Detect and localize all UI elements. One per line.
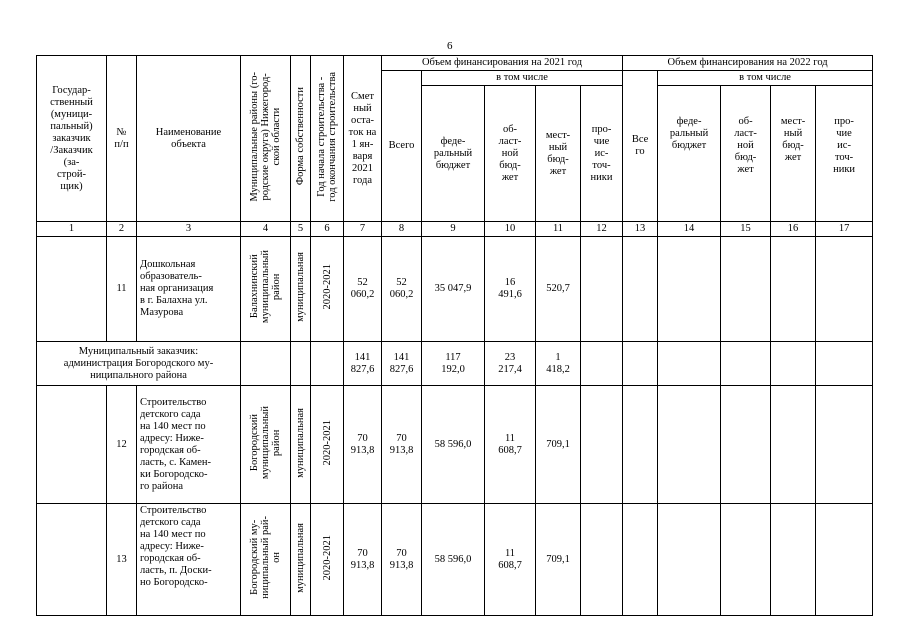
cell-federal-2022 (658, 237, 721, 342)
cell-regional-2022 (721, 386, 771, 504)
cell-other (581, 342, 623, 386)
col-num: 4 (241, 222, 291, 237)
cell-estimate: 70 913,8 (344, 504, 382, 616)
col-num: 15 (721, 222, 771, 237)
cell-local-2022 (771, 386, 816, 504)
header-ownership: Форма собственности (295, 87, 306, 186)
header-including-2022: в том числе (658, 71, 873, 86)
cell-ownership (291, 504, 311, 616)
header-local-2021: мест- ный бюд- жет (536, 86, 581, 222)
header-fin-2022: Объем финансирования на 2022 год (623, 56, 873, 71)
cell-total: 141 827,6 (382, 342, 422, 386)
ownership-text: муниципальная (295, 522, 306, 593)
header-customer: Государ- ственный (муници- пальный) заказчик /Заказчик (за- строй- щик) (37, 56, 107, 222)
ownership-text: муниципальная (295, 252, 306, 322)
cell-district (241, 386, 291, 504)
district-text: Балахнинский муниципальный район (249, 250, 282, 324)
cell-other-2022 (816, 386, 873, 504)
cell-estimate: 52 060,2 (344, 237, 382, 342)
header-regional-2021: об- ласт- ной бюд- жет (485, 86, 536, 222)
col-num: 6 (311, 222, 344, 237)
cell-other (581, 386, 623, 504)
col-num: 1 (37, 222, 107, 237)
cell-ownership (291, 237, 311, 342)
col-num: 12 (581, 222, 623, 237)
cell-years (311, 504, 344, 616)
cell-regional: 11 608,7 (485, 504, 536, 616)
col-num: 17 (816, 222, 873, 237)
cell-estimate: 141 827,6 (344, 342, 382, 386)
col-num: 10 (485, 222, 536, 237)
col-num: 8 (382, 222, 422, 237)
cell-local-2022 (771, 342, 816, 386)
cell-district (241, 504, 291, 616)
header-years: Год начала строительства - год окончания строительства (316, 71, 338, 202)
cell-regional: 23 217,4 (485, 342, 536, 386)
cell-federal-2022 (658, 386, 721, 504)
cell-federal: 117 192,0 (422, 342, 485, 386)
cell-other (581, 504, 623, 616)
col-num: 7 (344, 222, 382, 237)
cell-ownership (291, 386, 311, 504)
cell-total-2022 (623, 386, 658, 504)
header-other-2022: про- чие ис- точ- ники (816, 86, 873, 222)
header-number: № п/п (107, 56, 137, 222)
header-ownership-cell (291, 56, 311, 222)
header-total-2022: Все го (623, 71, 658, 222)
cell-other-2022 (816, 342, 873, 386)
col-num: 5 (291, 222, 311, 237)
cell-local-2022 (771, 237, 816, 342)
cell-local-2022 (771, 504, 816, 616)
cell-other-2022 (816, 237, 873, 342)
cell-num: 13 (107, 504, 137, 616)
cell-federal-2022 (658, 504, 721, 616)
header-federal-2021: феде- ральный бюджет (422, 86, 485, 222)
col-num: 2 (107, 222, 137, 237)
header-total-2021: Всего (382, 71, 422, 222)
ownership-text: муниципальная (295, 407, 306, 478)
table-row (37, 237, 873, 342)
district-text: Богородский му- ниципальный рай- он (249, 516, 282, 599)
cell-estimate: 70 913,8 (344, 386, 382, 504)
header-years-cell (311, 56, 344, 222)
cell-years (311, 386, 344, 504)
cell-federal: 58 596,0 (422, 504, 485, 616)
page-number: 6 (447, 40, 453, 52)
column-numbers-row (37, 222, 873, 237)
years-text: 2020-2021 (321, 534, 333, 581)
col-num: 13 (623, 222, 658, 237)
header-including-2021: в том числе (422, 71, 623, 86)
col-num: 11 (536, 222, 581, 237)
cell-total-2022 (623, 342, 658, 386)
cell-num: 11 (107, 237, 137, 342)
cell-federal: 35 047,9 (422, 237, 485, 342)
cell-local: 520,7 (536, 237, 581, 342)
cell-local: 1 418,2 (536, 342, 581, 386)
header-local-2022: мест- ный бюд- жет (771, 86, 816, 222)
cell-total: 70 913,8 (382, 386, 422, 504)
col-num: 3 (137, 222, 241, 237)
cell-num: 12 (107, 386, 137, 504)
cell-regional-2022 (721, 342, 771, 386)
cell-total-2022 (623, 237, 658, 342)
cell-other-2022 (816, 504, 873, 616)
financing-table (36, 55, 873, 616)
cell-other (581, 237, 623, 342)
cell-years (311, 342, 344, 386)
customer-row (37, 342, 873, 386)
cell-regional-2022 (721, 237, 771, 342)
col-num: 9 (422, 222, 485, 237)
cell-local: 709,1 (536, 504, 581, 616)
cell-years (311, 237, 344, 342)
header-districts-cell (241, 56, 291, 222)
header-other-2021: про- чие ис- точ- ники (581, 86, 623, 222)
cell-district (241, 237, 291, 342)
cell-ownership (291, 342, 311, 386)
col-num: 14 (658, 222, 721, 237)
cell-name: Строительство детского сада на 140 мест по адресу: Ниже- городская об- ласть, с. Камен- ки Богородско- го района (137, 386, 241, 504)
customer-label: Муниципальный заказчик: администрация Богородского му- ниципального района (37, 342, 241, 386)
header-federal-2022: феде- ральный бюджет (658, 86, 721, 222)
cell-regional-2022 (721, 504, 771, 616)
header-fin-2021: Объем финансирования на 2021 год (382, 56, 623, 71)
cell-local: 709,1 (536, 386, 581, 504)
cell-total: 52 060,2 (382, 237, 422, 342)
header-object-name: Наименование объекта (137, 56, 241, 222)
years-text: 2020-2021 (321, 419, 333, 466)
col-num: 16 (771, 222, 816, 237)
header-estimate-balance: Смет ный оста- ток на 1 ян- варя 2021 года (344, 56, 382, 222)
years-text: 2020-2021 (321, 264, 333, 310)
cell-name: Дошкольная образователь- ная организация в г. Балахна ул. Мазурова (137, 237, 241, 342)
cell-customer (37, 504, 107, 616)
cell-regional: 11 608,7 (485, 386, 536, 504)
cell-name: Строительство детского сада на 140 мест по адресу: Ниже- городская об- ласть, п. Доски- но Богородско- (137, 504, 241, 616)
cell-regional: 16 491,6 (485, 237, 536, 342)
cell-district (241, 342, 291, 386)
cell-federal-2022 (658, 342, 721, 386)
header-regional-2022: об- ласт- ной бюд- жет (721, 86, 771, 222)
cell-total-2022 (623, 504, 658, 616)
cell-customer (37, 237, 107, 342)
table-row (37, 386, 873, 504)
district-text: Богородский муниципальный район (249, 405, 282, 480)
header-districts: Муниципальные районы (го- родские округа) Нижегород- ской области (249, 71, 282, 202)
cell-total: 70 913,8 (382, 504, 422, 616)
cell-customer (37, 386, 107, 504)
table-row (37, 504, 873, 616)
cell-federal: 58 596,0 (422, 386, 485, 504)
